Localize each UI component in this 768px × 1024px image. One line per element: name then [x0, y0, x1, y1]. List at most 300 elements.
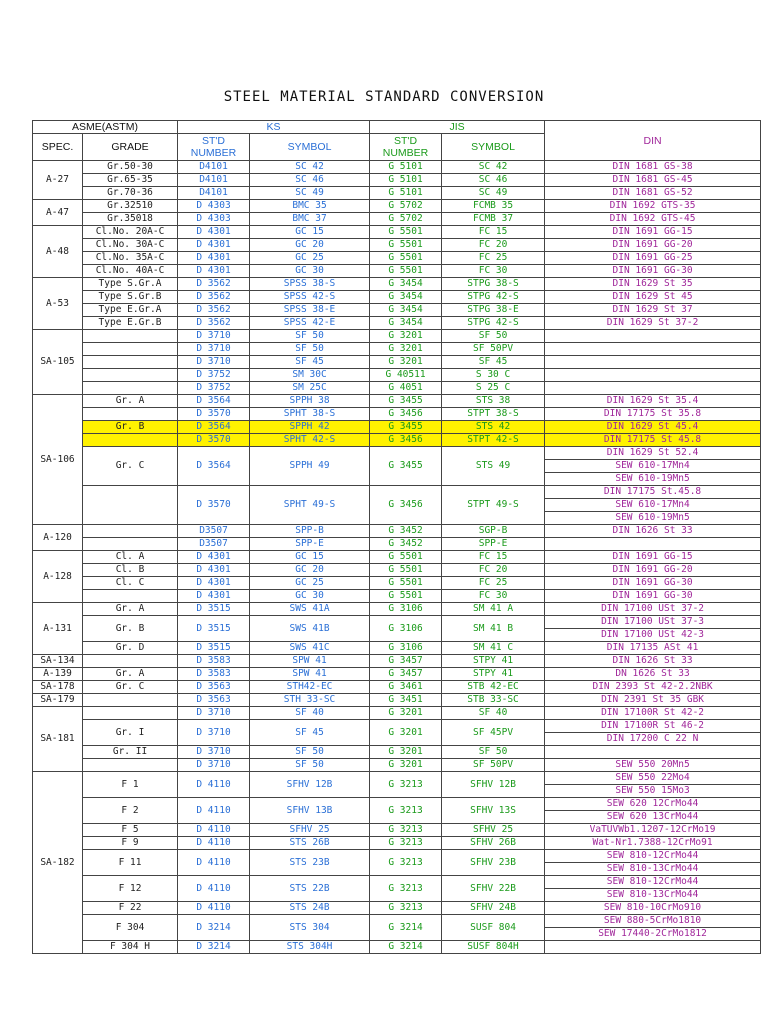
spec-cell: A-139	[33, 668, 83, 681]
jis-std-cell: G 3456	[370, 408, 442, 421]
din-cell: SEW 810-12CrMo44	[545, 876, 761, 889]
din-cell	[545, 941, 761, 954]
din-cell: Wat-Nr1.7388-12CrMo91	[545, 837, 761, 850]
table-header	[33, 121, 761, 161]
ks-symbol-cell: BMC 37	[250, 213, 370, 226]
jis-std-cell: G 3201	[370, 720, 442, 746]
table-row	[33, 330, 761, 343]
ks-std-number-header: ST'D NUMBER	[178, 134, 250, 161]
table-row	[33, 187, 761, 200]
grade-cell: Gr. C	[83, 681, 178, 694]
ks-std-cell: D 4110	[178, 902, 250, 915]
ks-symbol-cell: SM 25C	[250, 382, 370, 395]
jis-symbol-cell: STPG 38-E	[442, 304, 545, 317]
ks-symbol-cell: SC 46	[250, 174, 370, 187]
jis-symbol-cell: SFHV 24B	[442, 902, 545, 915]
grade-cell: Cl.No. 20A-C	[83, 226, 178, 239]
din-cell: DIN 17135 ASt 41	[545, 642, 761, 655]
asme-header: ASME(ASTM)	[33, 121, 178, 134]
ks-std-cell: D 4301	[178, 226, 250, 239]
table-row	[33, 408, 761, 421]
ks-std-cell: D 3583	[178, 655, 250, 668]
grade-cell: Gr. B	[83, 421, 178, 434]
jis-std-cell: G 3213	[370, 798, 442, 824]
jis-std-cell: G 40511	[370, 369, 442, 382]
ks-symbol-cell: SF 50	[250, 759, 370, 772]
jis-std-cell: G 4051	[370, 382, 442, 395]
ks-symbol-cell: SPSS 38-S	[250, 278, 370, 291]
ks-std-cell: D 3515	[178, 642, 250, 655]
grade-cell	[83, 538, 178, 551]
ks-symbol-cell: STS 22B	[250, 876, 370, 902]
grade-cell: Gr.32510	[83, 200, 178, 213]
jis-symbol-cell: FCMB 35	[442, 200, 545, 213]
ks-symbol-cell: SFHV 13B	[250, 798, 370, 824]
jis-std-cell: G 5501	[370, 564, 442, 577]
jis-std-cell: G 3454	[370, 304, 442, 317]
jis-std-cell: G 3455	[370, 395, 442, 408]
spec-cell: A-47	[33, 200, 83, 226]
jis-std-cell: G 5702	[370, 213, 442, 226]
table-row	[33, 577, 761, 590]
table-row	[33, 551, 761, 564]
grade-cell: Cl.No. 40A-C	[83, 265, 178, 278]
jis-std-cell: G 3201	[370, 759, 442, 772]
ks-std-cell: D 3515	[178, 616, 250, 642]
table-row	[33, 902, 761, 915]
grade-cell	[83, 434, 178, 447]
din-cell: DIN 17100R St 46-2	[545, 720, 761, 733]
grade-cell: Type E.Gr.A	[83, 304, 178, 317]
spec-cell: A-48	[33, 226, 83, 278]
table-row	[33, 668, 761, 681]
ks-symbol-cell: STS 24B	[250, 902, 370, 915]
ks-std-cell: D 3710	[178, 759, 250, 772]
ks-symbol-cell: SPP-B	[250, 525, 370, 538]
jis-std-cell: G 3213	[370, 824, 442, 837]
table-row	[33, 291, 761, 304]
table-row	[33, 213, 761, 226]
ks-std-cell: D 3563	[178, 694, 250, 707]
jis-symbol-cell: STPG 38-S	[442, 278, 545, 291]
jis-symbol-cell: STB 33-SC	[442, 694, 545, 707]
din-cell: DIN 17175 St 45.8	[545, 434, 761, 447]
jis-std-cell: G 3455	[370, 421, 442, 434]
din-cell: SEW 17440-2CrMo1812	[545, 928, 761, 941]
jis-std-cell: G 3454	[370, 317, 442, 330]
jis-symbol-cell: SUSF 804	[442, 915, 545, 941]
jis-symbol-cell: S 25 C	[442, 382, 545, 395]
jis-symbol-cell: SUSF 804H	[442, 941, 545, 954]
jis-symbol-cell: FC 15	[442, 551, 545, 564]
din-cell: SEW 610-17Mn4	[545, 460, 761, 473]
din-cell: DIN 17200 C 22 N	[545, 733, 761, 746]
jis-std-cell: G 5702	[370, 200, 442, 213]
ks-symbol-cell: SC 49	[250, 187, 370, 200]
ks-symbol-cell: GC 30	[250, 265, 370, 278]
table-row	[33, 850, 761, 863]
spec-cell: A-27	[33, 161, 83, 200]
jis-symbol-cell: STB 42-EC	[442, 681, 545, 694]
ks-symbol-cell: STS 23B	[250, 850, 370, 876]
ks-std-cell: D3507	[178, 538, 250, 551]
grade-cell: Type S.Gr.A	[83, 278, 178, 291]
din-cell: SEW 810-13CrMo44	[545, 889, 761, 902]
din-cell: DIN 1629 St 37	[545, 304, 761, 317]
ks-std-cell: D 4301	[178, 252, 250, 265]
din-cell: DIN 1629 St 52.4	[545, 447, 761, 460]
jis-std-cell: G 3452	[370, 538, 442, 551]
table-row	[33, 759, 761, 772]
din-cell: SEW 810-10CrMo910	[545, 902, 761, 915]
jis-symbol-cell: S 30 C	[442, 369, 545, 382]
ks-std-cell: D 3710	[178, 343, 250, 356]
ks-std-cell: D 3562	[178, 278, 250, 291]
din-cell: SEW 880-5CrMo1810	[545, 915, 761, 928]
table-row	[33, 655, 761, 668]
din-cell: DIN 1629 St 35.4	[545, 395, 761, 408]
grade-cell	[83, 356, 178, 369]
ks-std-cell: D4101	[178, 174, 250, 187]
jis-symbol-cell: SFHV 23B	[442, 850, 545, 876]
ks-symbol-cell: SF 45	[250, 356, 370, 369]
ks-symbol-cell: SF 50	[250, 343, 370, 356]
jis-std-cell: G 3451	[370, 694, 442, 707]
ks-std-cell: D 3562	[178, 291, 250, 304]
jis-symbol-cell: SFHV 25	[442, 824, 545, 837]
ks-std-cell: D 4301	[178, 551, 250, 564]
grade-cell: Gr. B	[83, 616, 178, 642]
din-cell: DIN 1691 GG-15	[545, 551, 761, 564]
spec-cell: A-128	[33, 551, 83, 603]
jis-std-cell: G 5501	[370, 239, 442, 252]
table-row	[33, 304, 761, 317]
din-cell: DIN 1629 St 37-2	[545, 317, 761, 330]
jis-std-cell: G 3457	[370, 655, 442, 668]
jis-symbol-cell: FC 30	[442, 265, 545, 278]
grade-cell	[83, 486, 178, 525]
ks-symbol-cell: GC 15	[250, 226, 370, 239]
ks-std-cell: D 4110	[178, 876, 250, 902]
ks-symbol-cell: SM 30C	[250, 369, 370, 382]
ks-symbol-cell: SFHV 12B	[250, 772, 370, 798]
ks-symbol-cell: SPHT 42-S	[250, 434, 370, 447]
jis-std-cell: G 3455	[370, 447, 442, 486]
jis-symbol-cell: SM 41 C	[442, 642, 545, 655]
table-row	[33, 369, 761, 382]
grade-cell: Type E.Gr.B	[83, 317, 178, 330]
ks-std-cell: D4101	[178, 187, 250, 200]
din-cell: DIN 1681 GS-52	[545, 187, 761, 200]
ks-symbol-cell: SPPH 49	[250, 447, 370, 486]
ks-std-cell: D 3563	[178, 681, 250, 694]
table-row	[33, 395, 761, 408]
jis-std-cell: G 3106	[370, 642, 442, 655]
jis-std-cell: G 3213	[370, 902, 442, 915]
table-row	[33, 772, 761, 785]
ks-symbol-cell: GC 30	[250, 590, 370, 603]
din-cell: DIN 1691 GG-20	[545, 564, 761, 577]
table-row	[33, 694, 761, 707]
din-cell: DIN 1626 St 33	[545, 525, 761, 538]
ks-std-cell: D 3564	[178, 421, 250, 434]
ks-std-cell: D 4301	[178, 590, 250, 603]
din-cell: SEW 550 15Mo3	[545, 785, 761, 798]
jis-std-cell: G 5501	[370, 551, 442, 564]
jis-std-cell: G 3213	[370, 837, 442, 850]
table-row	[33, 239, 761, 252]
jis-symbol-cell: SF 40	[442, 707, 545, 720]
jis-std-cell: G 3213	[370, 772, 442, 798]
din-cell	[545, 382, 761, 395]
grade-cell: F 304	[83, 915, 178, 941]
jis-std-cell: G 3213	[370, 876, 442, 902]
din-cell: SEW 610-17Mn4	[545, 499, 761, 512]
ks-std-cell: D 4303	[178, 200, 250, 213]
table-row	[33, 837, 761, 850]
jis-symbol-cell: SF 45	[442, 356, 545, 369]
jis-std-cell: G 3106	[370, 616, 442, 642]
din-cell	[545, 330, 761, 343]
ks-std-cell: D 4110	[178, 824, 250, 837]
table-row	[33, 356, 761, 369]
ks-symbol-cell: GC 25	[250, 252, 370, 265]
din-cell: SEW 550 20Mn5	[545, 759, 761, 772]
table-row	[33, 265, 761, 278]
ks-symbol-cell: GC 25	[250, 577, 370, 590]
ks-symbol-cell: SWS 41C	[250, 642, 370, 655]
jis-symbol-cell: STPT 38-S	[442, 408, 545, 421]
jis-symbol-cell: STPT 49-S	[442, 486, 545, 525]
grade-cell: F 5	[83, 824, 178, 837]
ks-std-cell: D 3710	[178, 330, 250, 343]
table-row	[33, 252, 761, 265]
grade-cell: F 22	[83, 902, 178, 915]
jis-symbol-cell: SF 50PV	[442, 759, 545, 772]
table-row	[33, 720, 761, 733]
din-cell: SEW 810-13CrMo44	[545, 863, 761, 876]
ks-symbol-cell: STS 26B	[250, 837, 370, 850]
grade-cell: Gr.50-30	[83, 161, 178, 174]
grade-cell	[83, 707, 178, 720]
din-cell: DIN 1691 GG-30	[545, 590, 761, 603]
ks-symbol-cell: SC 42	[250, 161, 370, 174]
table-row	[33, 590, 761, 603]
din-cell: DIN 17100R St 42-2	[545, 707, 761, 720]
grade-cell	[83, 408, 178, 421]
grade-cell	[83, 382, 178, 395]
jis-symbol-cell: STPT 42-S	[442, 434, 545, 447]
ks-std-cell: D 4110	[178, 772, 250, 798]
din-cell	[545, 538, 761, 551]
din-cell: DIN 17100 USt 37-3	[545, 616, 761, 629]
grade-cell: Gr.65-35	[83, 174, 178, 187]
grade-cell: Cl.No. 30A-C	[83, 239, 178, 252]
ks-symbol-cell: SF 50	[250, 746, 370, 759]
jis-std-cell: G 5101	[370, 161, 442, 174]
din-cell: DIN 1629 St 45	[545, 291, 761, 304]
grade-cell: Gr. A	[83, 603, 178, 616]
table-row	[33, 681, 761, 694]
spec-cell: SA-134	[33, 655, 83, 668]
grade-cell: Cl.No. 35A-C	[83, 252, 178, 265]
table-row	[33, 642, 761, 655]
ks-symbol-cell: SPSS 42-E	[250, 317, 370, 330]
ks-symbol-cell: SWS 41B	[250, 616, 370, 642]
grade-cell: Gr. A	[83, 668, 178, 681]
ks-symbol-cell: SF 50	[250, 330, 370, 343]
jis-symbol-cell: FCMB 37	[442, 213, 545, 226]
jis-std-cell: G 3454	[370, 278, 442, 291]
table-row	[33, 317, 761, 330]
jis-symbol-cell: STS 49	[442, 447, 545, 486]
table-row	[33, 746, 761, 759]
jis-symbol-cell: FC 15	[442, 226, 545, 239]
jis-symbol-cell: FC 20	[442, 564, 545, 577]
jis-std-cell: G 3454	[370, 291, 442, 304]
spec-cell: A-53	[33, 278, 83, 330]
ks-std-cell: D 3583	[178, 668, 250, 681]
table-row	[33, 421, 761, 434]
jis-std-cell: G 3201	[370, 343, 442, 356]
grade-header: GRADE	[83, 134, 178, 161]
ks-symbol-cell: SPHT 49-S	[250, 486, 370, 525]
grade-cell	[83, 343, 178, 356]
jis-std-cell: G 3456	[370, 486, 442, 525]
table-row	[33, 278, 761, 291]
table-row	[33, 226, 761, 239]
jis-std-cell: G 5101	[370, 174, 442, 187]
din-cell: DIN 1629 St 45.4	[545, 421, 761, 434]
ks-symbol-cell: BMC 35	[250, 200, 370, 213]
jis-std-cell: G 5101	[370, 187, 442, 200]
jis-std-cell: G 5501	[370, 590, 442, 603]
table-row	[33, 434, 761, 447]
table-row	[33, 798, 761, 811]
jis-symbol-cell: SGP-B	[442, 525, 545, 538]
jis-symbol-cell: STPY 41	[442, 655, 545, 668]
ks-std-cell: D 3515	[178, 603, 250, 616]
din-cell: DIN 1691 GG-20	[545, 239, 761, 252]
table-row	[33, 603, 761, 616]
grade-cell: Gr. I	[83, 720, 178, 746]
table-row	[33, 564, 761, 577]
din-cell: DIN 17100 USt 42-3	[545, 629, 761, 642]
page-title: STEEL MATERIAL STANDARD CONVERSION	[223, 89, 545, 105]
ks-std-cell: D 3570	[178, 408, 250, 421]
ks-std-cell: D 4303	[178, 213, 250, 226]
table-row	[33, 538, 761, 551]
grade-cell: Gr.70-36	[83, 187, 178, 200]
din-cell	[545, 369, 761, 382]
ks-symbol-cell: GC 15	[250, 551, 370, 564]
ks-std-cell: D3507	[178, 525, 250, 538]
grade-cell: F 1	[83, 772, 178, 798]
jis-symbol-cell: SFHV 22B	[442, 876, 545, 902]
ks-std-cell: D 4301	[178, 239, 250, 252]
ks-symbol-cell: SWS 41A	[250, 603, 370, 616]
jis-symbol-cell: SC 49	[442, 187, 545, 200]
ks-symbol-cell: SPPH 38	[250, 395, 370, 408]
grade-cell: Gr.35018	[83, 213, 178, 226]
grade-cell: F 11	[83, 850, 178, 876]
jis-symbol-cell: SC 42	[442, 161, 545, 174]
jis-symbol-cell: SM 41 B	[442, 616, 545, 642]
din-cell: SEW 550 22Mo4	[545, 772, 761, 785]
ks-std-cell: D 4301	[178, 577, 250, 590]
din-cell: VaTÜVWb1.1207-12CrMo19	[545, 824, 761, 837]
table-row	[33, 876, 761, 889]
table-row	[33, 707, 761, 720]
grade-cell: Gr. C	[83, 447, 178, 486]
din-cell: DIN 1626 St 33	[545, 655, 761, 668]
ks-std-cell: D 4301	[178, 265, 250, 278]
jis-std-cell: G 3461	[370, 681, 442, 694]
ks-std-cell: D 3562	[178, 304, 250, 317]
jis-symbol-cell: FC 25	[442, 577, 545, 590]
din-cell: DIN 17175 St.45.8	[545, 486, 761, 499]
din-cell	[545, 356, 761, 369]
jis-std-cell: G 5501	[370, 577, 442, 590]
table-row	[33, 824, 761, 837]
grade-cell: Gr. A	[83, 395, 178, 408]
din-cell: SEW 620 12CrMo44	[545, 798, 761, 811]
spec-header: SPEC.	[33, 134, 83, 161]
jis-symbol-cell: SM 41 A	[442, 603, 545, 616]
table-row	[33, 174, 761, 187]
ks-std-cell: D 3752	[178, 369, 250, 382]
ks-std-cell: D 3710	[178, 746, 250, 759]
din-cell	[545, 343, 761, 356]
grade-cell: Cl. C	[83, 577, 178, 590]
ks-symbol-header: SYMBOL	[250, 134, 370, 161]
din-cell: DIN 17100 USt 37-2	[545, 603, 761, 616]
spec-cell: A-120	[33, 525, 83, 551]
din-cell: DIN 1629 St 35	[545, 278, 761, 291]
ks-symbol-cell: SFHV 25	[250, 824, 370, 837]
din-cell: DIN 1691 GG-30	[545, 265, 761, 278]
table-row	[33, 200, 761, 213]
table-row	[33, 161, 761, 174]
ks-std-cell: D 3214	[178, 915, 250, 941]
ks-symbol-cell: SPP-E	[250, 538, 370, 551]
ks-symbol-cell: STS 304H	[250, 941, 370, 954]
ks-std-cell: D 4110	[178, 850, 250, 876]
grade-cell	[83, 525, 178, 538]
jis-std-cell: G 3201	[370, 707, 442, 720]
din-cell: DIN 1681 GS-45	[545, 174, 761, 187]
ks-symbol-cell: SF 40	[250, 707, 370, 720]
ks-std-cell: D 3752	[178, 382, 250, 395]
jis-symbol-cell: STPG 42-S	[442, 317, 545, 330]
ks-std-cell: D 3710	[178, 356, 250, 369]
table-row	[33, 382, 761, 395]
jis-std-cell: G 5501	[370, 226, 442, 239]
jis-std-cell: G 3201	[370, 356, 442, 369]
ks-header: KS	[178, 121, 370, 134]
grade-cell: Type S.Gr.B	[83, 291, 178, 304]
ks-std-cell: D 3570	[178, 434, 250, 447]
din-cell: DIN 1692 GTS-35	[545, 200, 761, 213]
ks-symbol-cell: SPW 41	[250, 655, 370, 668]
table-row	[33, 941, 761, 954]
grade-cell	[83, 590, 178, 603]
ks-std-cell: D 3564	[178, 447, 250, 486]
jis-symbol-cell: FC 30	[442, 590, 545, 603]
jis-symbol-cell: SFHV 13S	[442, 798, 545, 824]
din-cell: DIN 1691 GG-15	[545, 226, 761, 239]
table-row	[33, 447, 761, 460]
